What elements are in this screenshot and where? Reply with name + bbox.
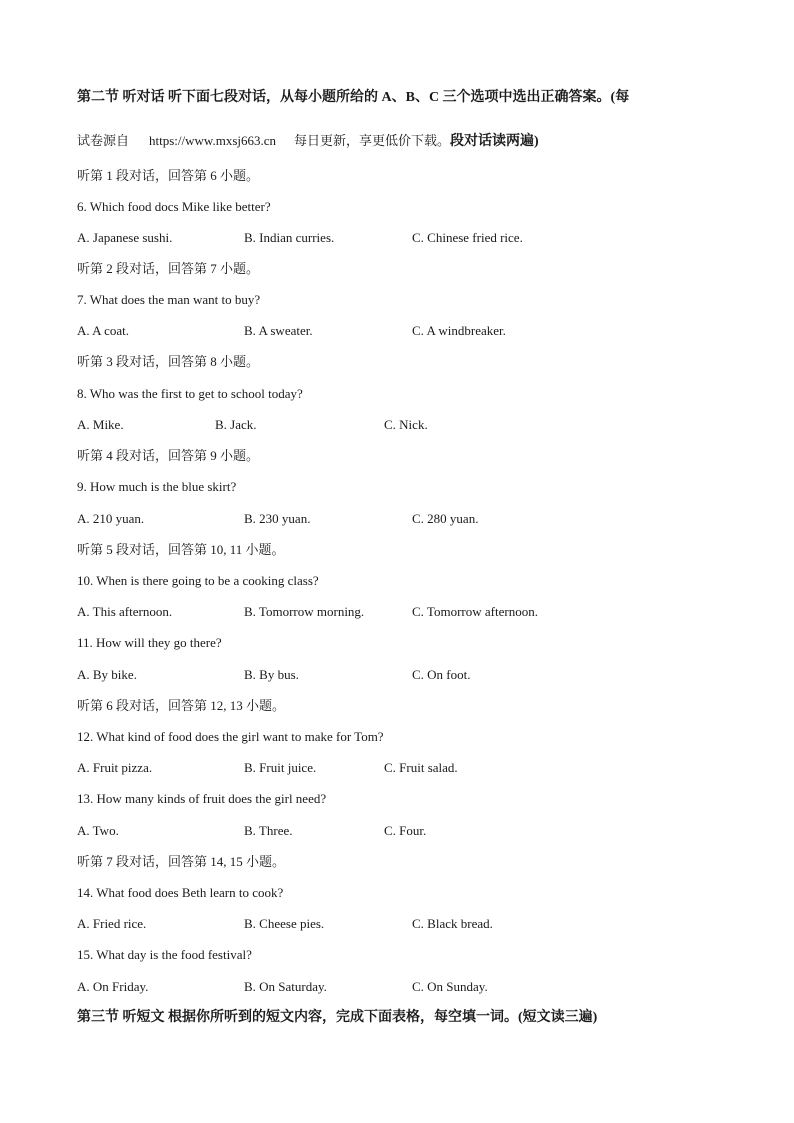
dialogue-intro: 听第 3 段对话，回答第 8 小题。 [77, 354, 260, 369]
option-b: B. By bus. [244, 667, 299, 682]
dialogue-intro: 听第 6 段对话，回答第 12, 13 小题。 [77, 698, 286, 713]
option-b: B. 230 yuan. [244, 511, 311, 526]
watermark-url[interactable]: https://www.mxsj663.cn [149, 133, 277, 148]
question: 11. How will they go there? [77, 635, 222, 650]
watermark-prefix: 试卷源自 [77, 133, 130, 148]
dialogue-intro: 听第 1 段对话，回答第 6 小题。 [77, 168, 260, 183]
option-a: A. Mike. [77, 417, 124, 432]
option-b: B. Cheese pies. [244, 916, 325, 931]
option-c: C. Tomorrow afternoon. [412, 604, 538, 619]
option-c: C. On foot. [412, 667, 471, 682]
option-b: B. Jack. [215, 417, 257, 432]
dialogue-intro: 听第 7 段对话，回答第 14, 15 小题。 [77, 854, 286, 869]
option-a: A. Fruit pizza. [77, 760, 153, 775]
option-a: A. A coat. [77, 323, 129, 338]
option-a: A. By bike. [77, 667, 137, 682]
option-a: A. Two. [77, 823, 119, 838]
question: 10. When is there going to be a cooking class? [77, 573, 319, 588]
option-a: A. On Friday. [77, 979, 149, 994]
option-a: A. Japanese sushi. [77, 230, 173, 245]
option-c: C. Chinese fried rice. [412, 230, 523, 245]
option-a: A. 210 yuan. [77, 511, 145, 526]
option-c: C. Four. [384, 823, 427, 838]
option-c: C. Fruit salad. [384, 760, 458, 775]
option-c: C. Nick. [384, 417, 428, 432]
section-2-heading: 第二节 听对话 听下面七段对话，从每小题所给的 A、B、C 三个选项中选出正确答案。(每 [77, 90, 630, 105]
option-a: A. Fried rice. [77, 916, 147, 931]
question: 9. How much is the blue skirt? [77, 479, 237, 494]
section-2-heading-cont [77, 130, 539, 150]
option-b: B. Three. [244, 823, 293, 838]
option-b: B. On Saturday. [244, 979, 327, 994]
option-b: B. A sweater. [244, 323, 313, 338]
question: 13. How many kinds of fruit does the girl need? [77, 791, 327, 806]
heading-continuation: 段对话读两遍) [450, 134, 539, 149]
option-c: C. A windbreaker. [412, 323, 506, 338]
dialogue-intro: 听第 5 段对话，回答第 10, 11 小题。 [77, 542, 285, 557]
section-3-heading: 第三节 听短文 根据你所听到的短文内容，完成下面表格，每空填一词。(短文读三遍) [77, 1010, 598, 1025]
option-a: A. This afternoon. [77, 604, 173, 619]
question: 6. Which food docs Mike like better? [77, 199, 271, 214]
option-b: B. Fruit juice. [244, 760, 317, 775]
option-b: B. Tomorrow morning. [244, 604, 365, 619]
option-c: C. Black bread. [412, 916, 493, 931]
question: 12. What kind of food does the girl want to make for Tom? [77, 729, 384, 744]
option-c: C. On Sunday. [412, 979, 488, 994]
watermark-suffix: 每日更新，享更低价下载。 [294, 133, 451, 148]
dialogue-intro: 听第 2 段对话，回答第 7 小题。 [77, 261, 260, 276]
question: 15. What day is the food festival? [77, 947, 252, 962]
option-b: B. Indian curries. [244, 230, 335, 245]
dialogue-intro: 听第 4 段对话，回答第 9 小题。 [77, 448, 260, 463]
option-c: C. 280 yuan. [412, 511, 479, 526]
question: 7. What does the man want to buy? [77, 292, 261, 307]
question: 14. What food does Beth learn to cook? [77, 885, 284, 900]
question: 8. Who was the first to get to school today? [77, 386, 303, 401]
